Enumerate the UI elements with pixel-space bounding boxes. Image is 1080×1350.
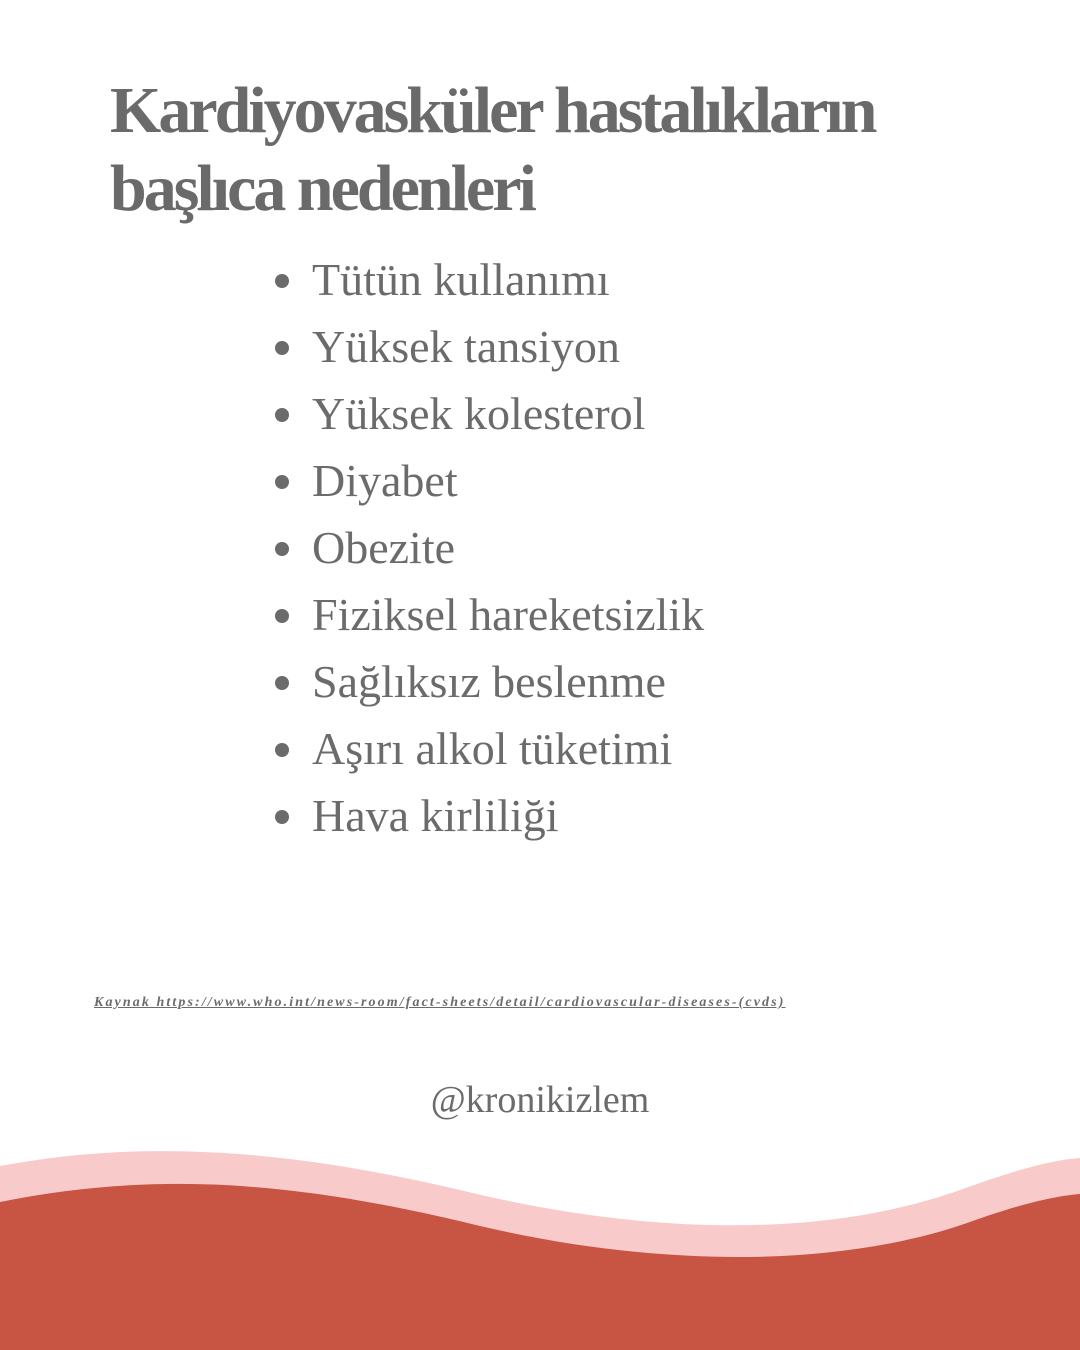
bullet-icon — [275, 743, 289, 757]
bullet-icon — [275, 341, 289, 355]
page-title — [110, 72, 1010, 228]
wave-decoration — [0, 1130, 1080, 1350]
social-handle: @kronikizlem — [430, 1079, 650, 1121]
list-item-label: Yüksek tansiyon — [312, 321, 620, 372]
bullet-icon — [275, 408, 289, 422]
list-item-label: Aşırı alkol tüketimi — [312, 723, 673, 774]
bullet-icon — [275, 810, 289, 824]
list-item-label: Sağlıksız beslenme — [312, 656, 666, 707]
bullet-icon — [275, 676, 289, 690]
bullet-icon — [275, 542, 289, 556]
title-line-1: Kardiyovasküler hastalıkların — [110, 74, 875, 147]
list-item-label: Tütün kullanımı — [312, 254, 610, 305]
bullet-icon — [275, 475, 289, 489]
list-item-label: Fiziksel hareketsizlik — [312, 589, 705, 640]
list-item-label: Diyabet — [312, 455, 458, 506]
bullet-icon — [275, 609, 289, 623]
title-line-2: başlıca nedenleri — [110, 152, 534, 225]
list-item-label: Obezite — [312, 522, 456, 573]
list-item-label: Yüksek kolesterol — [312, 388, 646, 439]
bullet-icon — [275, 274, 289, 288]
source-link[interactable]: Kaynak https://www.who.int/news-room/fact-sheets/detail/cardiovascular-diseases-(cvds) — [94, 995, 786, 1010]
list-item-label: Hava kirliliği — [312, 790, 559, 841]
